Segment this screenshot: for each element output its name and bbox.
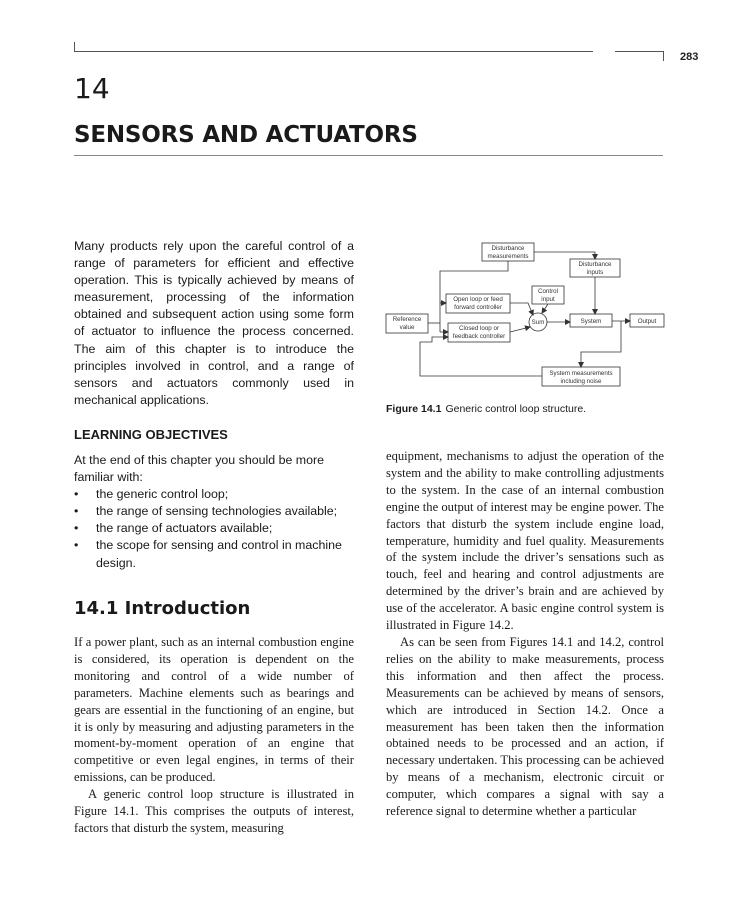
- figure-label: Figure 14.1: [386, 403, 442, 415]
- closed-loop-label-2: feedback controller: [452, 333, 506, 340]
- intro-paragraph: Many products rely upon the careful control of a range of parameters for efficient and effective operation. This is typically achieved by means of measurement, processing of the information obtained and subsequent action using some form of actuator to influence the process concerned. The aim of this chapter is to introduce the principles involved in control, and a range of sensors and actuators commonly used in mechanical applications.: [74, 239, 354, 407]
- system-measurements-label-1: System measurements: [549, 370, 613, 377]
- chapter-title: SENSORS AND ACTUATORS: [74, 122, 418, 148]
- control-input-label-2: input: [541, 296, 555, 303]
- control-loop-diagram: [380, 236, 670, 394]
- output-label: Output: [637, 318, 657, 325]
- body-paragraph: As can be seen from Figures 14.1 and 14.2, control relies on the ability to make measurements, process this information and then affect the process. Measurements can be achieved by means of sensors, which are introduced in Section 14.2. Once a measurement has been taken then the information obtained needs to be processed and an action, if necessary undertaken. This processing can be achieved by means of a mechanism, electronic circuit or computer, which compares a signal with say a reference signal to determine whether a particular: [386, 634, 664, 819]
- list-item: [74, 537, 354, 571]
- figure-caption: [386, 403, 586, 415]
- body-paragraph: A generic control loop structure is illustrated in Figure 14.1. This comprises the outputs of interest, factors that disturb the system, measuring: [74, 787, 354, 835]
- sum-label: Sum: [531, 319, 545, 326]
- chapter-number: 14: [74, 72, 110, 105]
- disturbance-inputs-label-2: inputs: [586, 269, 604, 276]
- reference-value-label-1: Reference: [392, 316, 422, 323]
- disturbance-measurements-label-1: Disturbance: [491, 245, 525, 252]
- header-rule: [74, 51, 593, 52]
- objective-text: the range of actuators available;: [96, 521, 273, 536]
- bullet-glyph: •: [74, 538, 79, 553]
- list-item: [74, 486, 354, 503]
- list-item: [74, 520, 354, 537]
- bullet-glyph: •: [74, 521, 79, 536]
- header-right-tick: [663, 51, 664, 61]
- objective-text: the scope for sensing and control in machine design.: [96, 538, 342, 570]
- system-label: System: [580, 318, 602, 325]
- list-item: [74, 503, 354, 520]
- right-body-column: [386, 448, 664, 820]
- section-heading: 14.1 Introduction: [74, 598, 251, 619]
- disturbance-inputs-label-1: Disturbance: [578, 261, 612, 268]
- body-paragraph: If a power plant, such as an internal combustion engine is considered, its operation is dependent on the monitoring and control of a wide number of parameters. Machine elements such as bearings and gears are essential in the functioning of an engine, but it is only by measuring and adjusting parameters in the moment-by-moment operation of an engine that competitive or even legal engines, in terms of their emissions, can be produced.: [74, 635, 354, 785]
- figure-caption-text: Generic control loop structure.: [445, 403, 587, 415]
- learning-objectives-list: [74, 486, 354, 571]
- chapter-title-rule: [74, 155, 663, 156]
- page-number: 283: [680, 51, 699, 63]
- reference-value-label-2: value: [399, 324, 415, 331]
- disturbance-measurements-label-2: measurements: [487, 253, 529, 260]
- bullet-glyph: •: [74, 504, 79, 519]
- objective-text: the range of sensing technologies available;: [96, 504, 338, 519]
- header-rule-right: [615, 51, 664, 52]
- system-measurements-label-2: including noise: [560, 378, 602, 385]
- control-input-label-1: Control: [538, 288, 558, 295]
- left-body-column: [74, 634, 354, 837]
- bullet-glyph: •: [74, 487, 79, 502]
- learning-objectives-heading: LEARNING OBJECTIVES: [74, 427, 228, 442]
- objective-text: the generic control loop;: [96, 487, 229, 502]
- intro-block: [74, 238, 354, 409]
- learning-objectives-block: [74, 452, 354, 572]
- learning-objectives-lead: At the end of this chapter you should be more familiar with:: [74, 453, 325, 485]
- open-loop-label-2: forward controller: [454, 304, 502, 311]
- closed-loop-label-1: Closed loop or: [459, 325, 499, 332]
- open-loop-label-1: Open loop or feed: [453, 296, 503, 303]
- body-paragraph: equipment, mechanisms to adjust the operation of the system and the ability to make controlling adjustments to the system. In the case of an internal combustion engine the output of interest may be engine power. The factors that disturb the system include engine load, temperature, humidity and fuel quality. Measurements of the system include the driver’s sensations such as touch, feel and hearing and control adjustments are determined by the driver’s brain and are achieved by use of the accelerator. A basic engine control system is illustrated in Figure 14.2.: [386, 449, 664, 633]
